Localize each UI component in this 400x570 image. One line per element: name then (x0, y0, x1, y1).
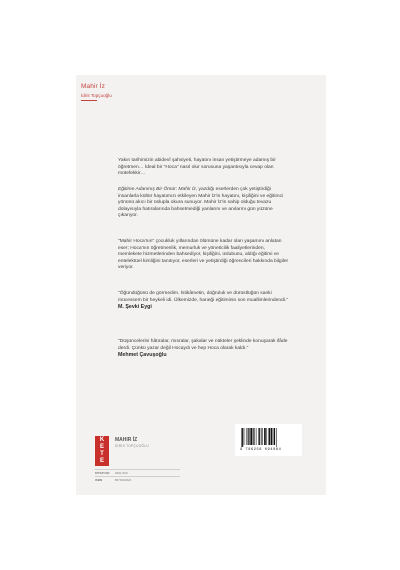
barcode-bar (254, 428, 255, 445)
barcode-bar (241, 428, 242, 447)
barcode-bar (249, 428, 250, 445)
logo-letter: E (99, 444, 104, 450)
barcode-bar (246, 428, 247, 445)
barcode-bar (264, 428, 266, 445)
publisher-book-editor: İDRİS TOPÇUOĞLU (115, 444, 149, 448)
barcode-bar (268, 428, 269, 445)
barcode-bar (258, 428, 259, 445)
info-row (95, 469, 180, 476)
quote-1-text: "Öğündüğünü de görmedim. İstikâmetin, doğruluk ve dürüstlüğün sanki mücessem bir heykeli idi. Ülkemizde, haneği eğitiminin son muallimlerindendi." (118, 291, 288, 303)
barcode-bar (276, 428, 277, 447)
accent-divider (81, 100, 97, 101)
blurb-summary (118, 239, 290, 272)
publisher-logo (95, 436, 109, 466)
blurb-intro (118, 158, 290, 178)
blurb-paragraph-2 (118, 187, 290, 220)
blurb-description (118, 187, 290, 220)
info-row-key: ISBN (95, 478, 103, 482)
logo-letter: K (99, 437, 105, 443)
info-row-key: KİTAP NO: (95, 471, 111, 475)
barcode-bar (242, 428, 243, 447)
barcode-bar (269, 428, 270, 445)
author-name: Mahir İz (81, 83, 105, 90)
info-row-value: BİYOGRAFİ (115, 478, 132, 482)
info-row (95, 476, 180, 483)
barcode-bar (261, 428, 262, 445)
barcode-bar (253, 428, 254, 445)
blurb-paragraph-3: "Mahir Hoca'nın" çocukluk yıllarından ölümüne kadar olan yaşamını anlatan eser; Hoca'nın öğretmenlik, memurluk ve yöneticilik faaliyetlerinden, memlekete hizmetlerinden bahsediyor, kişiliğini, üslubunu, aldığı eğitimi ve entelektüel kimliğini tanıtıyor, eserleri ve yetiştirdiği öğrencileri hakkında bilgiler veriyor. (118, 239, 289, 271)
quote-block-2 (118, 339, 290, 359)
barcode-bar (271, 428, 273, 445)
quote-block-1 (118, 291, 290, 311)
editor-name: İdris Topçuoğlu (81, 93, 112, 98)
barcode-bar (266, 428, 267, 445)
blurb-paragraph-2-body: yazdığı eserlerden çok yetiştirdiği insanlarla kültür hayatımızı etkileyen Mahir İz'in hayatını, kişiliğini ve eğitimci yönünü akıcı bir üslupla okura sunuyor. Mahir İz'in sahip olduğu tevazu dolayısıyla hatıralarında bahsetmediği yanlarını ve anılarını gün yüzüne çıkarıyor. (118, 187, 284, 219)
barcode-bar (256, 428, 257, 445)
isbn-number: 9 786258 094084 (240, 448, 282, 452)
publisher-book-title: MAHIR İZ (115, 437, 138, 443)
quote-1-author: M. Şevki Eygi (118, 304, 152, 311)
quote-2-text: "Düşüncelerini hâtıralar, mısralar, şakalar ve nükteler şeklinde konuşarak ifâde derdi. Çünkü yazar değil Hocaydı ve hep Hoca olarak kaldı." (118, 339, 288, 351)
barcode-bar (273, 428, 274, 445)
quote-2-author: Mehmet Çavuşoğlu (118, 352, 167, 359)
barcode-bar (250, 428, 252, 445)
logo-letter: E (99, 458, 104, 464)
logo-letter: T (100, 451, 104, 457)
blurb-paragraph-1: Yakın tarihimizin abidevî şahsiyeti, hayatını insan yetiştirmeye adamış bir öğretmen… İdeal bir "Hoca" nasıl olur sorusuna yaşantısıyla cevap olan mütefekkir… (118, 158, 276, 177)
barcode-bar (244, 428, 245, 445)
info-row-value: 2021.620 (115, 471, 128, 475)
barcode-bar (262, 428, 263, 445)
barcode-bar (274, 428, 275, 445)
barcode-bar (259, 428, 260, 445)
book-title-italic: Eğitime Adanmış Bir Ömür: Mahir İz, (118, 187, 198, 192)
barcode-bar (248, 428, 249, 445)
isbn-barcode (240, 428, 296, 447)
